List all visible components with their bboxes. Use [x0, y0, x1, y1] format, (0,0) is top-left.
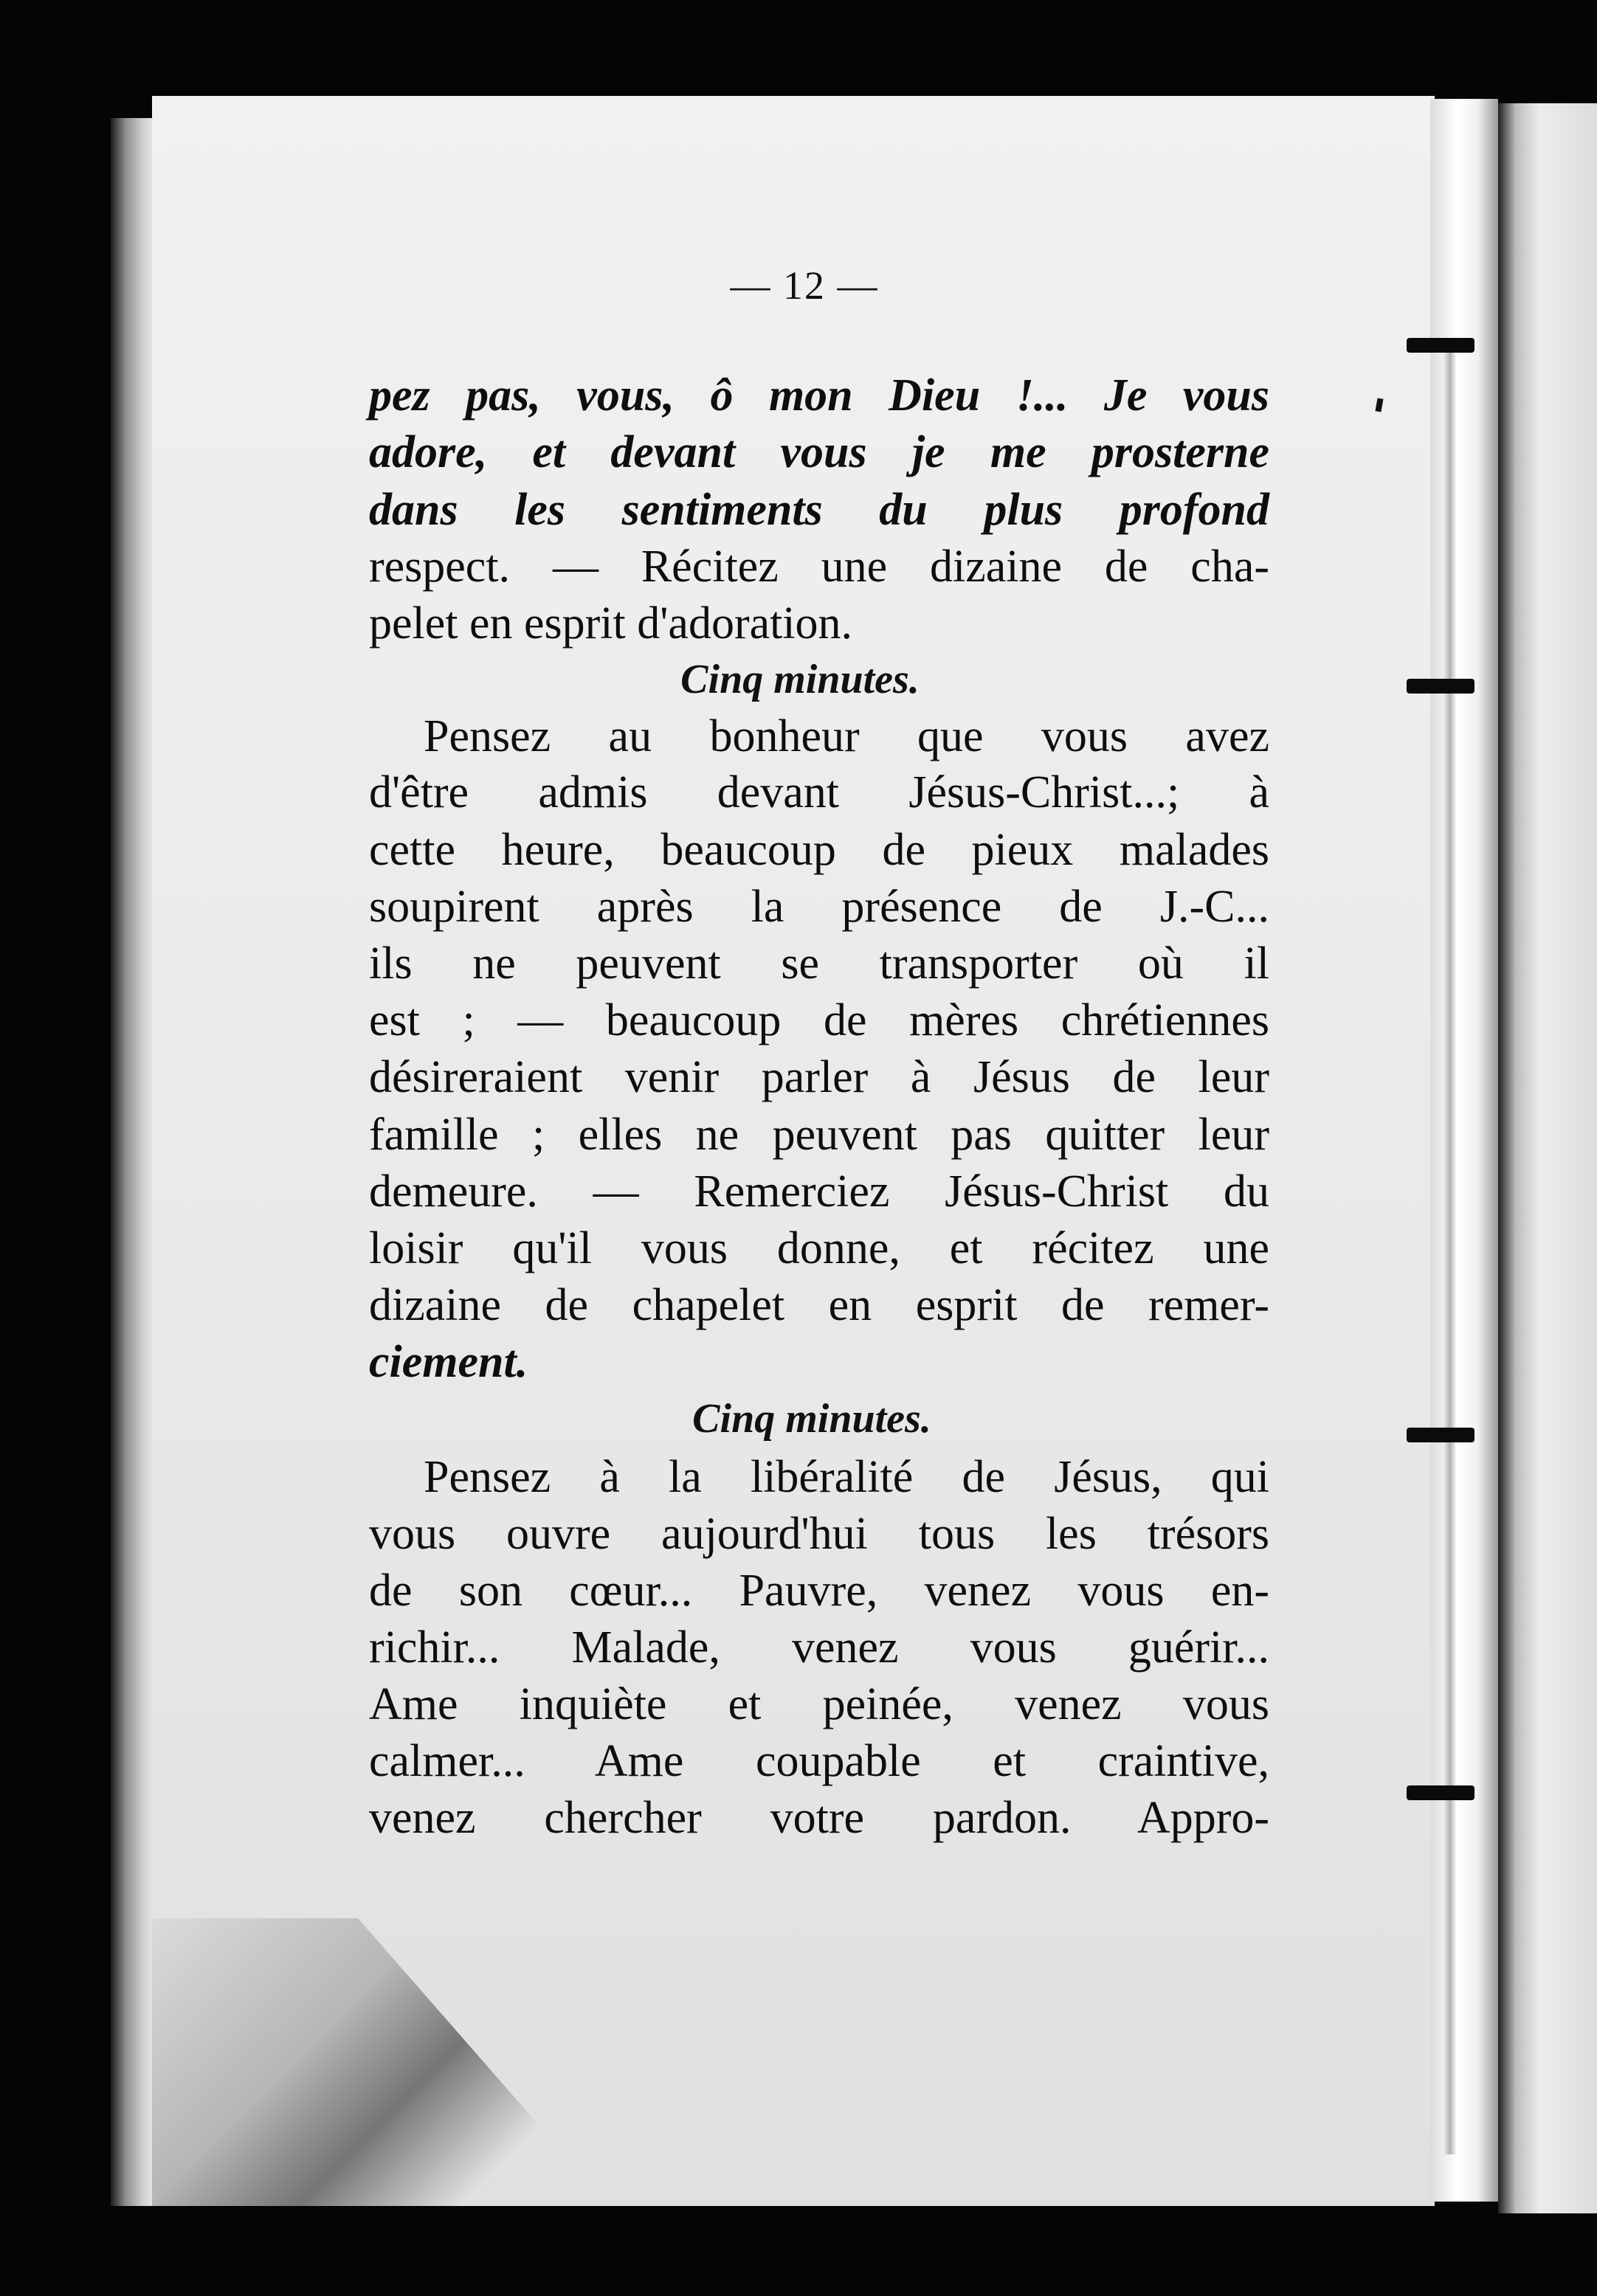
- text-line: Pensez à la libéralité de Jésus, qui: [424, 1452, 1269, 1502]
- text-line: ciement.: [369, 1337, 528, 1387]
- section-heading: Cinq minutes.: [680, 657, 920, 702]
- text-line: venez chercher votre pardon. Appro-: [369, 1793, 1269, 1843]
- text-line: demeure. — Remerciez Jésus-Christ du: [369, 1166, 1269, 1217]
- text-line: richir... Malade, venez vous guérir...: [369, 1622, 1269, 1673]
- binding-stitch: [1407, 1428, 1474, 1442]
- page-left-edge: [111, 118, 154, 2206]
- text-line: dans les sentiments du plus profond: [369, 485, 1269, 535]
- text-line: soupirent après la présence de J.-C...: [369, 882, 1269, 932]
- text-line: Ame inquiète et peinée, venez vous: [369, 1679, 1269, 1729]
- binding-stitch: [1407, 338, 1474, 353]
- text-line: pez pas, vous, ô mon Dieu !... Je vous: [369, 370, 1269, 421]
- text-line: vous ouvre aujourd'hui tous les trésors: [369, 1509, 1269, 1559]
- binding-stitch: [1407, 1785, 1474, 1800]
- page-number: — 12 —: [730, 263, 879, 308]
- binding-thread: [1443, 347, 1456, 2154]
- text-line: adore, et devant vous je me prosterne: [369, 427, 1269, 477]
- text-line: ils ne peuvent se transporter où il: [369, 938, 1269, 989]
- text-line: est ; — beaucoup de mères chrétiennes: [369, 995, 1269, 1045]
- text-line: Pensez au bonheur que vous avez: [424, 711, 1269, 761]
- text-line: d'être admis devant Jésus-Christ...; à: [369, 767, 1269, 817]
- text-line: de son cœur... Pauvre, venez vous en-: [369, 1566, 1269, 1616]
- text-line: pelet en esprit d'adoration.: [369, 598, 853, 649]
- text-line: dizaine de chapelet en esprit de remer-: [369, 1280, 1269, 1330]
- text-line: calmer... Ame coupable et craintive,: [369, 1736, 1269, 1786]
- section-heading: Cinq minutes.: [692, 1396, 931, 1442]
- text-line: loisir qu'il vous donne, et récitez une: [369, 1223, 1269, 1273]
- text-line: désireraient venir parler à Jésus de leur: [369, 1052, 1269, 1102]
- text-line: cette heure, beaucoup de pieux malades: [369, 825, 1269, 875]
- adjacent-page-edge: [1498, 103, 1597, 2213]
- text-line: respect. — Récitez une dizaine de cha-: [369, 542, 1269, 592]
- text-line: famille ; elles ne peuvent pas quitter leur: [369, 1110, 1269, 1160]
- book-spine: [1430, 99, 1498, 2202]
- binding-stitch: [1407, 679, 1474, 694]
